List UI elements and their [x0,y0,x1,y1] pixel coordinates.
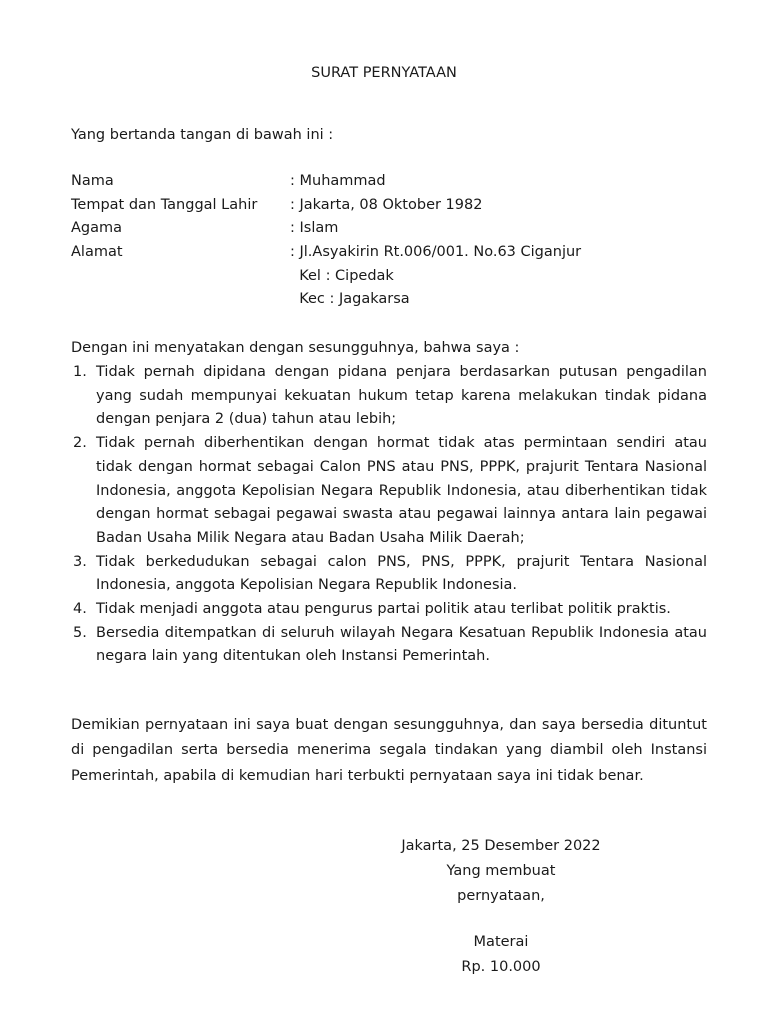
identity-row-name [71,171,711,195]
signature-gap [393,909,609,930]
identity-row-district [71,289,711,313]
list-number: 5. [73,624,87,641]
list-item [71,622,707,669]
stamp-value: Rp. 10.000 [461,959,541,975]
identity-label: Nama [71,173,114,189]
list-number: 3. [73,553,87,570]
list-number: 4. [73,601,87,618]
signature-line-2: pernyataan, [457,888,545,904]
list-text: Tidak pernah diberhentikan dengan hormat tidak atas permintaan sendiri atau tidak dengan hormat sebagai Calon PNS atau PNS, PPPK, prajurit Tentara Nasional Indonesia, anggota Kepolisian Negara Republik Indonesia, atau diberhentikan tidak dengan hormat sebagai pegawai swasta atau pegawai lainnya antara lain pegawai Badan Usaha Milik Negara atau Badan Usaha Milik Daerah; [96,435,707,546]
identity-label: Tempat dan Tanggal Lahir [71,196,258,213]
list-text: Bersedia ditempatkan di seluruh wilayah Negara Kesatuan Republik Indonesia atau negara lain yang ditentukan oleh Instansi Pemerintah. [96,624,707,665]
identity-row-religion [71,218,711,242]
list-text: Tidak menjadi anggota atau pengurus partai politik atau terlibat politik praktis. [96,601,671,618]
identity-label: Agama [71,220,123,237]
identity-value: Kec : Jagakarsa [290,291,410,308]
stamp-label: Materai [473,934,529,950]
signature-block [393,834,609,980]
identity-label [71,289,290,313]
signature-place-date: Jakarta, 25 Desember 2022 [401,838,601,854]
list-number: 1. [73,364,87,380]
identity-label [71,266,290,290]
intro-text: Yang bertanda tangan di bawah ini : [71,127,334,143]
list-text: Tidak berkedudukan sebagai calon PNS, PNS, PPPK, prajurit Tentara Nasional Indonesia, anggota Kepolisian Negara Republik Indonesia. [96,553,707,594]
identity-row-address [71,242,711,266]
document-title: SURAT PERNYATAAN [311,65,457,81]
list-item [71,551,707,598]
identity-row-village [71,266,711,290]
list-item [71,361,707,432]
identity-label: Alamat [71,244,123,261]
identity-value: : Jakarta, 08 Oktober 1982 [290,196,483,213]
closing-paragraph: Demikian pernyataan ini saya buat dengan sesungguhnya, dan saya bersedia dituntut di pengadilan serta bersedia menerima segala tindakan yang diambil oleh Instansi Pemerintah, apabila di kemudian hari terbukti pernyataan saya ini tidak benar. [71,717,707,784]
statement-intro: Dengan ini menyatakan dengan sesungguhnya, bahwa saya : [71,340,520,356]
statement-list [71,361,707,669]
identity-row-birth [71,195,711,219]
list-item [71,432,707,551]
list-text: Tidak pernah dipidana dengan pidana penjara berdasarkan putusan pengadilan yang sudah mempunyai kekuatan hukum tetap karena melakukan tindak pidana dengan penjara 2 (dua) tahun atau lebih; [96,364,707,428]
identity-value: : Jl.Asyakirin Rt.006/001. No.63 Ciganjur [290,244,582,261]
identity-value: : Muhammad [290,173,386,189]
identity-value: : Islam [290,220,339,237]
signature-line-1: Yang membuat [446,863,556,879]
identity-value: Kel : Cipedak [290,267,394,284]
identity-table [71,171,711,313]
list-item [71,598,707,622]
list-number: 2. [73,435,87,452]
